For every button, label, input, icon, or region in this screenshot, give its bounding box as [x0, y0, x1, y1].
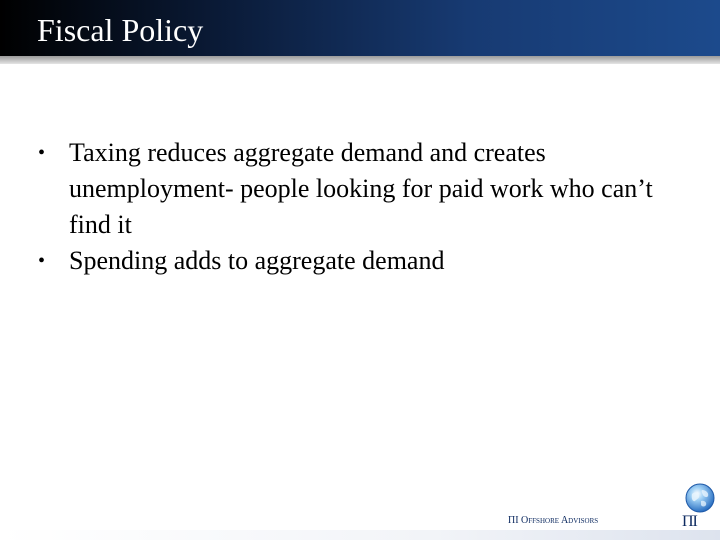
bullet-text: Taxing reduces aggregate demand and creates unemployment- people looking for paid work who can’t find it	[69, 138, 653, 239]
bullet-marker: •	[38, 142, 46, 164]
title-divider	[0, 56, 720, 64]
bullet-item	[38, 135, 678, 243]
footer-brand-text: ΠΙ Offshore Advisors	[508, 515, 599, 526]
bullet-list	[38, 135, 678, 279]
brand-logo: ΠΙ	[682, 513, 697, 530]
bullet-text: Spending adds to aggregate demand	[69, 246, 445, 275]
bullet-marker: •	[38, 250, 46, 272]
bullet-item	[38, 243, 678, 279]
title-bar	[0, 0, 720, 56]
globe-icon	[684, 482, 716, 514]
slide-title: Fiscal Policy	[37, 12, 204, 48]
footer-strip	[0, 530, 720, 540]
